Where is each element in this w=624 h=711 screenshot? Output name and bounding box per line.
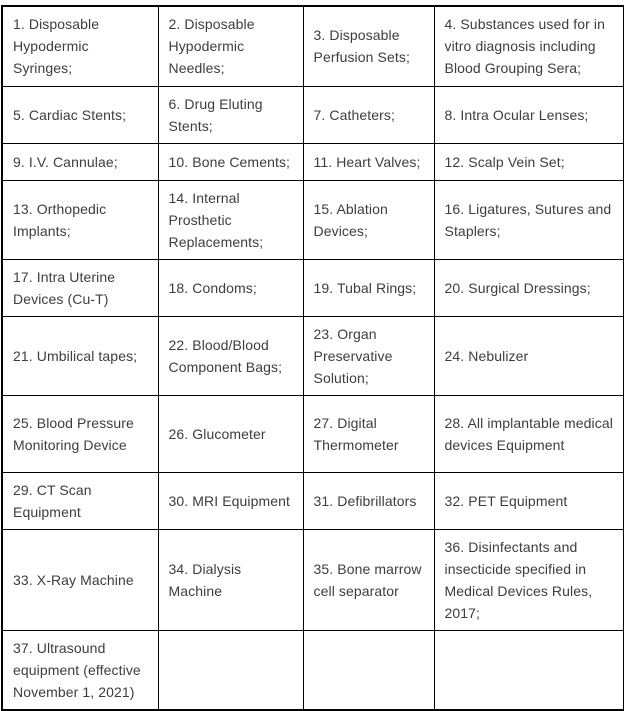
table-cell-item-33: 33. X-Ray Machine [2, 529, 158, 630]
table-cell-item-26: 26. Glucometer [158, 395, 303, 472]
table-row [2, 259, 624, 316]
table-cell-item-20: 20. Surgical Dressings; [434, 259, 624, 316]
table-row [2, 395, 624, 472]
table-cell-item-11: 11. Heart Valves; [303, 143, 434, 180]
table-cell-item-2: 2. Disposable Hypodermic Needles; [158, 6, 303, 86]
table-cell-item-17: 17. Intra Uterine Devices (Cu-T) [2, 259, 158, 316]
table-row [2, 143, 624, 180]
table-cell-item-35: 35. Bone marrow cell separator [303, 529, 434, 630]
table-cell-empty [434, 630, 624, 710]
table-row [2, 6, 624, 86]
table-cell-item-23: 23. Organ Preservative Solution; [303, 316, 434, 395]
table-cell-item-32: 32. PET Equipment [434, 472, 624, 529]
table-row [2, 180, 624, 259]
table-cell-item-22: 22. Blood/Blood Component Bags; [158, 316, 303, 395]
table-cell-empty [303, 630, 434, 710]
table-cell-item-16: 16. Ligatures, Sutures and Staplers; [434, 180, 624, 259]
table-cell-item-5: 5. Cardiac Stents; [2, 86, 158, 143]
table-cell-item-8: 8. Intra Ocular Lenses; [434, 86, 624, 143]
table-cell-item-36: 36. Disinfectants and insecticide specified in Medical Devices Rules, 2017; [434, 529, 624, 630]
table-cell-item-15: 15. Ablation Devices; [303, 180, 434, 259]
table-cell-item-9: 9. I.V. Cannulae; [2, 143, 158, 180]
table-row [2, 86, 624, 143]
table-row [2, 316, 624, 395]
table-row [2, 630, 624, 710]
table-cell-item-24: 24. Nebulizer [434, 316, 624, 395]
table-cell-item-10: 10. Bone Cements; [158, 143, 303, 180]
table-cell-item-27: 27. Digital Thermometer [303, 395, 434, 472]
table-cell-item-14: 14. Internal Prosthetic Replacements; [158, 180, 303, 259]
table-cell-item-19: 19. Tubal Rings; [303, 259, 434, 316]
table-cell-item-13: 13. Orthopedic Implants; [2, 180, 158, 259]
table-cell-item-29: 29. CT Scan Equipment [2, 472, 158, 529]
table-cell-item-4: 4. Substances used for in vitro diagnosis including Blood Grouping Sera; [434, 6, 624, 86]
table-row [2, 472, 624, 529]
table-cell-item-1: 1. Disposable Hypodermic Syringes; [2, 6, 158, 86]
table-cell-item-30: 30. MRI Equipment [158, 472, 303, 529]
table-cell-item-25: 25. Blood Pressure Monitoring Device [2, 395, 158, 472]
table-row [2, 529, 624, 630]
table-cell-item-12: 12. Scalp Vein Set; [434, 143, 624, 180]
table-cell-item-3: 3. Disposable Perfusion Sets; [303, 6, 434, 86]
table-cell-item-34: 34. Dialysis Machine [158, 529, 303, 630]
medical-devices-table [1, 5, 624, 711]
table-cell-item-37: 37. Ultrasound equipment (effective November 1, 2021) [2, 630, 158, 710]
table-cell-item-6: 6. Drug Eluting Stents; [158, 86, 303, 143]
table-cell-item-18: 18. Condoms; [158, 259, 303, 316]
table-cell-empty [158, 630, 303, 710]
table-cell-item-7: 7. Catheters; [303, 86, 434, 143]
table-cell-item-28: 28. All implantable medical devices Equipment [434, 395, 624, 472]
table-cell-item-21: 21. Umbilical tapes; [2, 316, 158, 395]
table-cell-item-31: 31. Defibrillators [303, 472, 434, 529]
